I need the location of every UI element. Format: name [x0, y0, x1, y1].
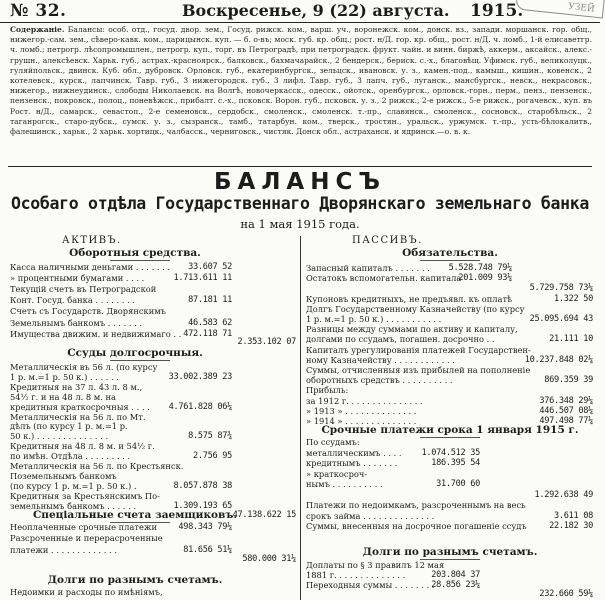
balance-title: БАЛАНСЪ	[214, 169, 386, 195]
ledger-label: Металлическія на 56 л. по Крестьянск.	[10, 461, 184, 471]
aktiv-section-title: Ссуды долгосрочныя.	[67, 347, 203, 359]
ledger-label: Суммы, отчисленныя изъ прибылей на пополненіе	[306, 365, 531, 375]
ledger-label: Земельнымъ банкомъ . . . . . . .	[10, 317, 143, 328]
ledger-total: 446.507 08¼	[539, 405, 593, 416]
ledger-label: Долгъ Государственному Казначейству (по курсу	[306, 303, 525, 314]
passiv-section-title: Долги по разнымъ счетамъ.	[362, 546, 538, 558]
ledger-amount: 31.700 60	[436, 479, 480, 489]
ledger-total: 580.000 31¼	[242, 553, 296, 564]
issue-number: № 32.	[10, 1, 67, 21]
issue-year: 1915.	[470, 1, 524, 21]
ledger-label: (по курсу 1 р. м.=1 р. 50 к.) .	[10, 480, 137, 491]
ledger-label: дѣлъ (по курсу 1 р. м.=1 р.	[10, 421, 128, 432]
aktiv-section-title: Оборотныя средства.	[69, 247, 201, 259]
ledger-total: 376.348 29¼	[539, 395, 593, 406]
ledger-amount: 4.761.828 06¼	[168, 401, 232, 412]
ledger-label: оборотныхъ средствъ . . . . . . . . . .	[306, 375, 453, 386]
ledger-label: за 1912 г. . . . . . . . . . . . . . .	[306, 395, 423, 406]
ledger-label: ному Казначейству . . . . . . . . . . . .	[306, 354, 455, 365]
passiv-section-title: Обязательства.	[402, 247, 498, 259]
ledger-label: » 1914 » . . . . . . . . . . . . . .	[306, 416, 417, 426]
ledger-label: долгами по ссудамъ, погашен. досрочно . .	[306, 334, 495, 345]
ledger-label: Кредитныя на 48 л. 8 м. и 54½ г.	[10, 441, 155, 452]
ledger-label: Разсроченные и перерасроченные	[10, 533, 163, 544]
ledger-label: кредитныя краткосрочныя . . . .	[10, 401, 150, 412]
ledger-total: 2.353.102 07	[237, 336, 296, 347]
ledger-label: Счетъ съ Государств. Дворянскимъ	[10, 306, 166, 317]
ledger-label: Переходныя суммы . . . . . . . .	[306, 579, 435, 590]
issue-date: Воскресенье, 9 (22) августа.	[182, 1, 450, 20]
ledger-label: Капиталъ урегулированія платежей Государствен-	[306, 344, 531, 355]
ledger-label: Купоновъ кредитныхъ, не предъявл. къ оплатѣ	[306, 293, 513, 304]
balance-subtitle: Особаго отдѣла Государственнаго Дворянскаго земельнаго банка	[10, 194, 590, 213]
aktiv-section-title: Спеціальные счета заемщиковъ.	[32, 509, 238, 521]
ledger-amount: 46.583 62	[188, 317, 232, 328]
ledger-label: Имущества движим. и недвижимаго . .	[10, 328, 182, 339]
section-underline	[110, 360, 170, 361]
ledger-label: Касса наличными деньгами . . . . . . .	[10, 262, 171, 272]
ledger-amount: 186.395 54	[431, 458, 480, 468]
ledger-amount: 33.002.389 23	[168, 371, 232, 382]
ledger-total: 21.111 10	[549, 334, 593, 345]
ledger-total: 232.660 59¼	[539, 589, 593, 600]
ledger-label: Остатокъ вспомогательн. капитала	[306, 273, 462, 284]
aktiv-heading: АКТИВЪ.	[62, 235, 122, 246]
ledger-label: Конт. Госуд. банка . . . . . . . .	[10, 295, 136, 306]
library-stamp: УЗЕЙ	[515, 0, 605, 19]
ledger-label: Металлическія въ 56 л. (по курсу	[10, 362, 158, 372]
contents-lead: Содержаніе.	[10, 25, 65, 34]
ledger-amount: 498.343 79¼	[178, 522, 232, 532]
ledger-label: по имѣн. Отдѣла . . . . . . . . .	[10, 451, 131, 462]
column-divider	[300, 236, 301, 600]
ledger-label: Недоимки и расходы по имѣніямъ,	[10, 587, 163, 597]
ledger-label: земельнымъ банкомъ . . . . . .	[10, 500, 137, 511]
ledger-label: Прибыль:	[306, 385, 349, 396]
ledger-label: срокъ займа . . . . . . . . . . . . . .	[306, 510, 435, 521]
ledger-total: 497.498 77¼	[539, 416, 593, 426]
ledger-label: кредитнымъ . . . . . . .	[306, 458, 398, 468]
ledger-amount: 81.656 51¼	[183, 544, 232, 555]
ledger-label: 1 р. м.=1 р. 50 к.) . . . . . . . . . . .	[306, 314, 442, 324]
section-rule	[8, 166, 592, 167]
ledger-amount: 1.074.512 35	[421, 447, 480, 458]
passiv-heading: ПАССИВЪ.	[352, 235, 423, 246]
section-underline	[420, 437, 480, 438]
ledger-label: По ссудамъ:	[306, 437, 360, 447]
ledger-total: 5.729.758 73¼	[529, 283, 593, 294]
ledger-label: » 1913 » . . . . . . . . . . . . . .	[306, 405, 417, 416]
aktiv-section-title: Долги по разнымъ счетамъ.	[47, 574, 223, 586]
ledger-label: Кредитныя за Крестьянскимъ По-	[10, 490, 160, 501]
contents-block	[10, 25, 592, 137]
ledger-total: 10.237.848 02¼	[524, 354, 593, 365]
ledger-amount: 87.181 11	[188, 295, 232, 306]
ledger-label: Доплаты по § 3 правилъ 12 мая	[306, 560, 445, 570]
ledger-label: нымъ . . . . . . . . . .	[306, 479, 383, 489]
ledger-total: 869.359 39	[544, 375, 593, 386]
ledger-label: 54½ г. и на 48 л. 8 м. на	[10, 391, 117, 402]
ledger-total: 3.611 08	[554, 510, 593, 521]
ledger-amount: 8.057.878 38	[173, 480, 232, 491]
ledger-label: Неоплаченные срочные платежи	[10, 522, 158, 532]
section-underline	[110, 260, 170, 261]
ledger-label: 1 р. м.=1 р. 50 к.) . . . . . .	[10, 371, 119, 382]
ledger-label: Суммы, внесенныя на досрочное погашеніе ссудъ	[306, 521, 527, 531]
ledger-total: 1.322 50	[554, 293, 593, 304]
ledger-total: 47.138.622 15	[232, 509, 296, 520]
masthead	[0, 0, 600, 23]
ledger-total: 1.292.638 49	[534, 489, 593, 500]
ledger-amount: 1.309.193 65	[173, 500, 232, 511]
ledger-total: 22.182 30	[549, 521, 593, 531]
ledger-amount: 472.118 71	[183, 328, 232, 339]
ledger-label: » краткосроч-	[306, 468, 368, 479]
ledger-amount: 5.528.748 79¼	[448, 263, 512, 273]
ledger-label: Текущій счетъ въ Петроградской	[10, 284, 157, 295]
ledger-label: платежи . . . . . . . . . . . . .	[10, 544, 117, 555]
passiv-section-title: Срочные платежи срока 1 января 1915 г.	[321, 424, 579, 436]
ledger-amount: 201.009 93¼	[458, 273, 512, 284]
ledger-label: Платежи по недоимкамъ, разсроченнымъ на весь	[306, 500, 526, 510]
contents-text: Балансы: особ. отд., госуд. двор. зем., Госуд. рижск. ком., варш. уч., воронежск. ком., донск. вз., запади. моршанск. гор. общ., нижегор.-сам. зем., сѣверо-кавк. ком., царицынск. куп. — б. о-въ; моск. губ. кр. общ.; рост. н/Д. гор. кр. общ., рост. н/Д. ч. ломб., 1-й елисаветгр. ч. ломб.; петрогр. лѣсопромышлен., петрогр. куп., торг. въ Петроградѣ, при петроградск. фрукт. чайн. и винн. биржѣ, аккерм., аксайск., алекс.-грушн., алексѣевск. Харьк. губ., астрах.-красноярск., балковск., бахмачарайск., 2 бендерск., бериск. с.-х., благовѣщ. Уфимск. губ., великолуцк., гуляйпольск., двинск. Куб. обл., дубровск. Орловск. губ., екатеринбургск., зельцск., ивановск. у. з., камен.-под., камыш., кишин., ковенск., 2 котелевск., курск., лапчинск. Тавр. губ., 3 нижегородск. губ., 3 лифл. Тавр. губ., 3 лапч. губ., луганск., мансбургск., невск., некрасовск., нижегор., нижнеудинск., слободы Николаевск. на Волгѣ, новочеркасск., одесск., ойотск., оренбургск., орловск.-горн., перм., пенз., пензенск., пензенск., покровск., полоц., поневѣжск., прибалт. с.-х., псковск. Ворон. губ., псковск. у. з., 2 рижск., 2-е рижск., 5-е рижск., рогачевск., куп. въ Рост. н/Д., самарск., севастоп., 2-е семеновск., сердобск., смоленск., смоленск. т.-пр., славянск., смоленск., сосновск., старобѣльск., 2 таганрогск., старо-дубск., сумск. у. з., сызранск., тамб., татарбун. ком., тверск., тростян., уральск., уржумск. т.-пр., усть-бѣлокалитв., фалешинск., харьк., 2 харьк. хортицк., чалбасск., черниговск., чистяк. Донск обл., астраханск. и ядринск.—о. в. к.	[10, 25, 593, 137]
ledger-amount: 8.575 87¾	[188, 431, 232, 442]
ledger-amount: 33.607 52	[188, 262, 232, 272]
ledger-label: Запасный капиталъ . . . . . . .	[306, 263, 430, 273]
ledger-label: 50 к.) . . . . . . . . . . . . . .	[10, 431, 109, 442]
ledger-total: 25.095.694 43	[529, 314, 593, 324]
ledger-label: металлическимъ . . . .	[306, 447, 402, 458]
ledger-label: 1881 г. . . . . . . . . . . . . .	[306, 569, 406, 580]
ledger-label: Поземельнымъ банкомъ	[10, 470, 117, 481]
ledger-amount: 203.804 37	[431, 569, 480, 580]
ledger-amount: 1.713.611 11	[173, 273, 232, 284]
balance-date: на 1 мая 1915 года.	[240, 217, 360, 231]
ledger-label: Кредитныя на 37 л. 43 л. 8 м.,	[10, 381, 143, 392]
ledger-label: » процентными бумагами . . . .	[10, 273, 145, 284]
ledger-amount: 28.856 23¼	[431, 579, 480, 590]
ledger-label: Разницы между суммами по активу и капиталу,	[306, 324, 518, 335]
ledger-label: Металлическія на 56 л. по Мт.	[10, 411, 146, 422]
ledger-amount: 2.756 95	[193, 451, 232, 462]
section-underline	[420, 260, 480, 261]
